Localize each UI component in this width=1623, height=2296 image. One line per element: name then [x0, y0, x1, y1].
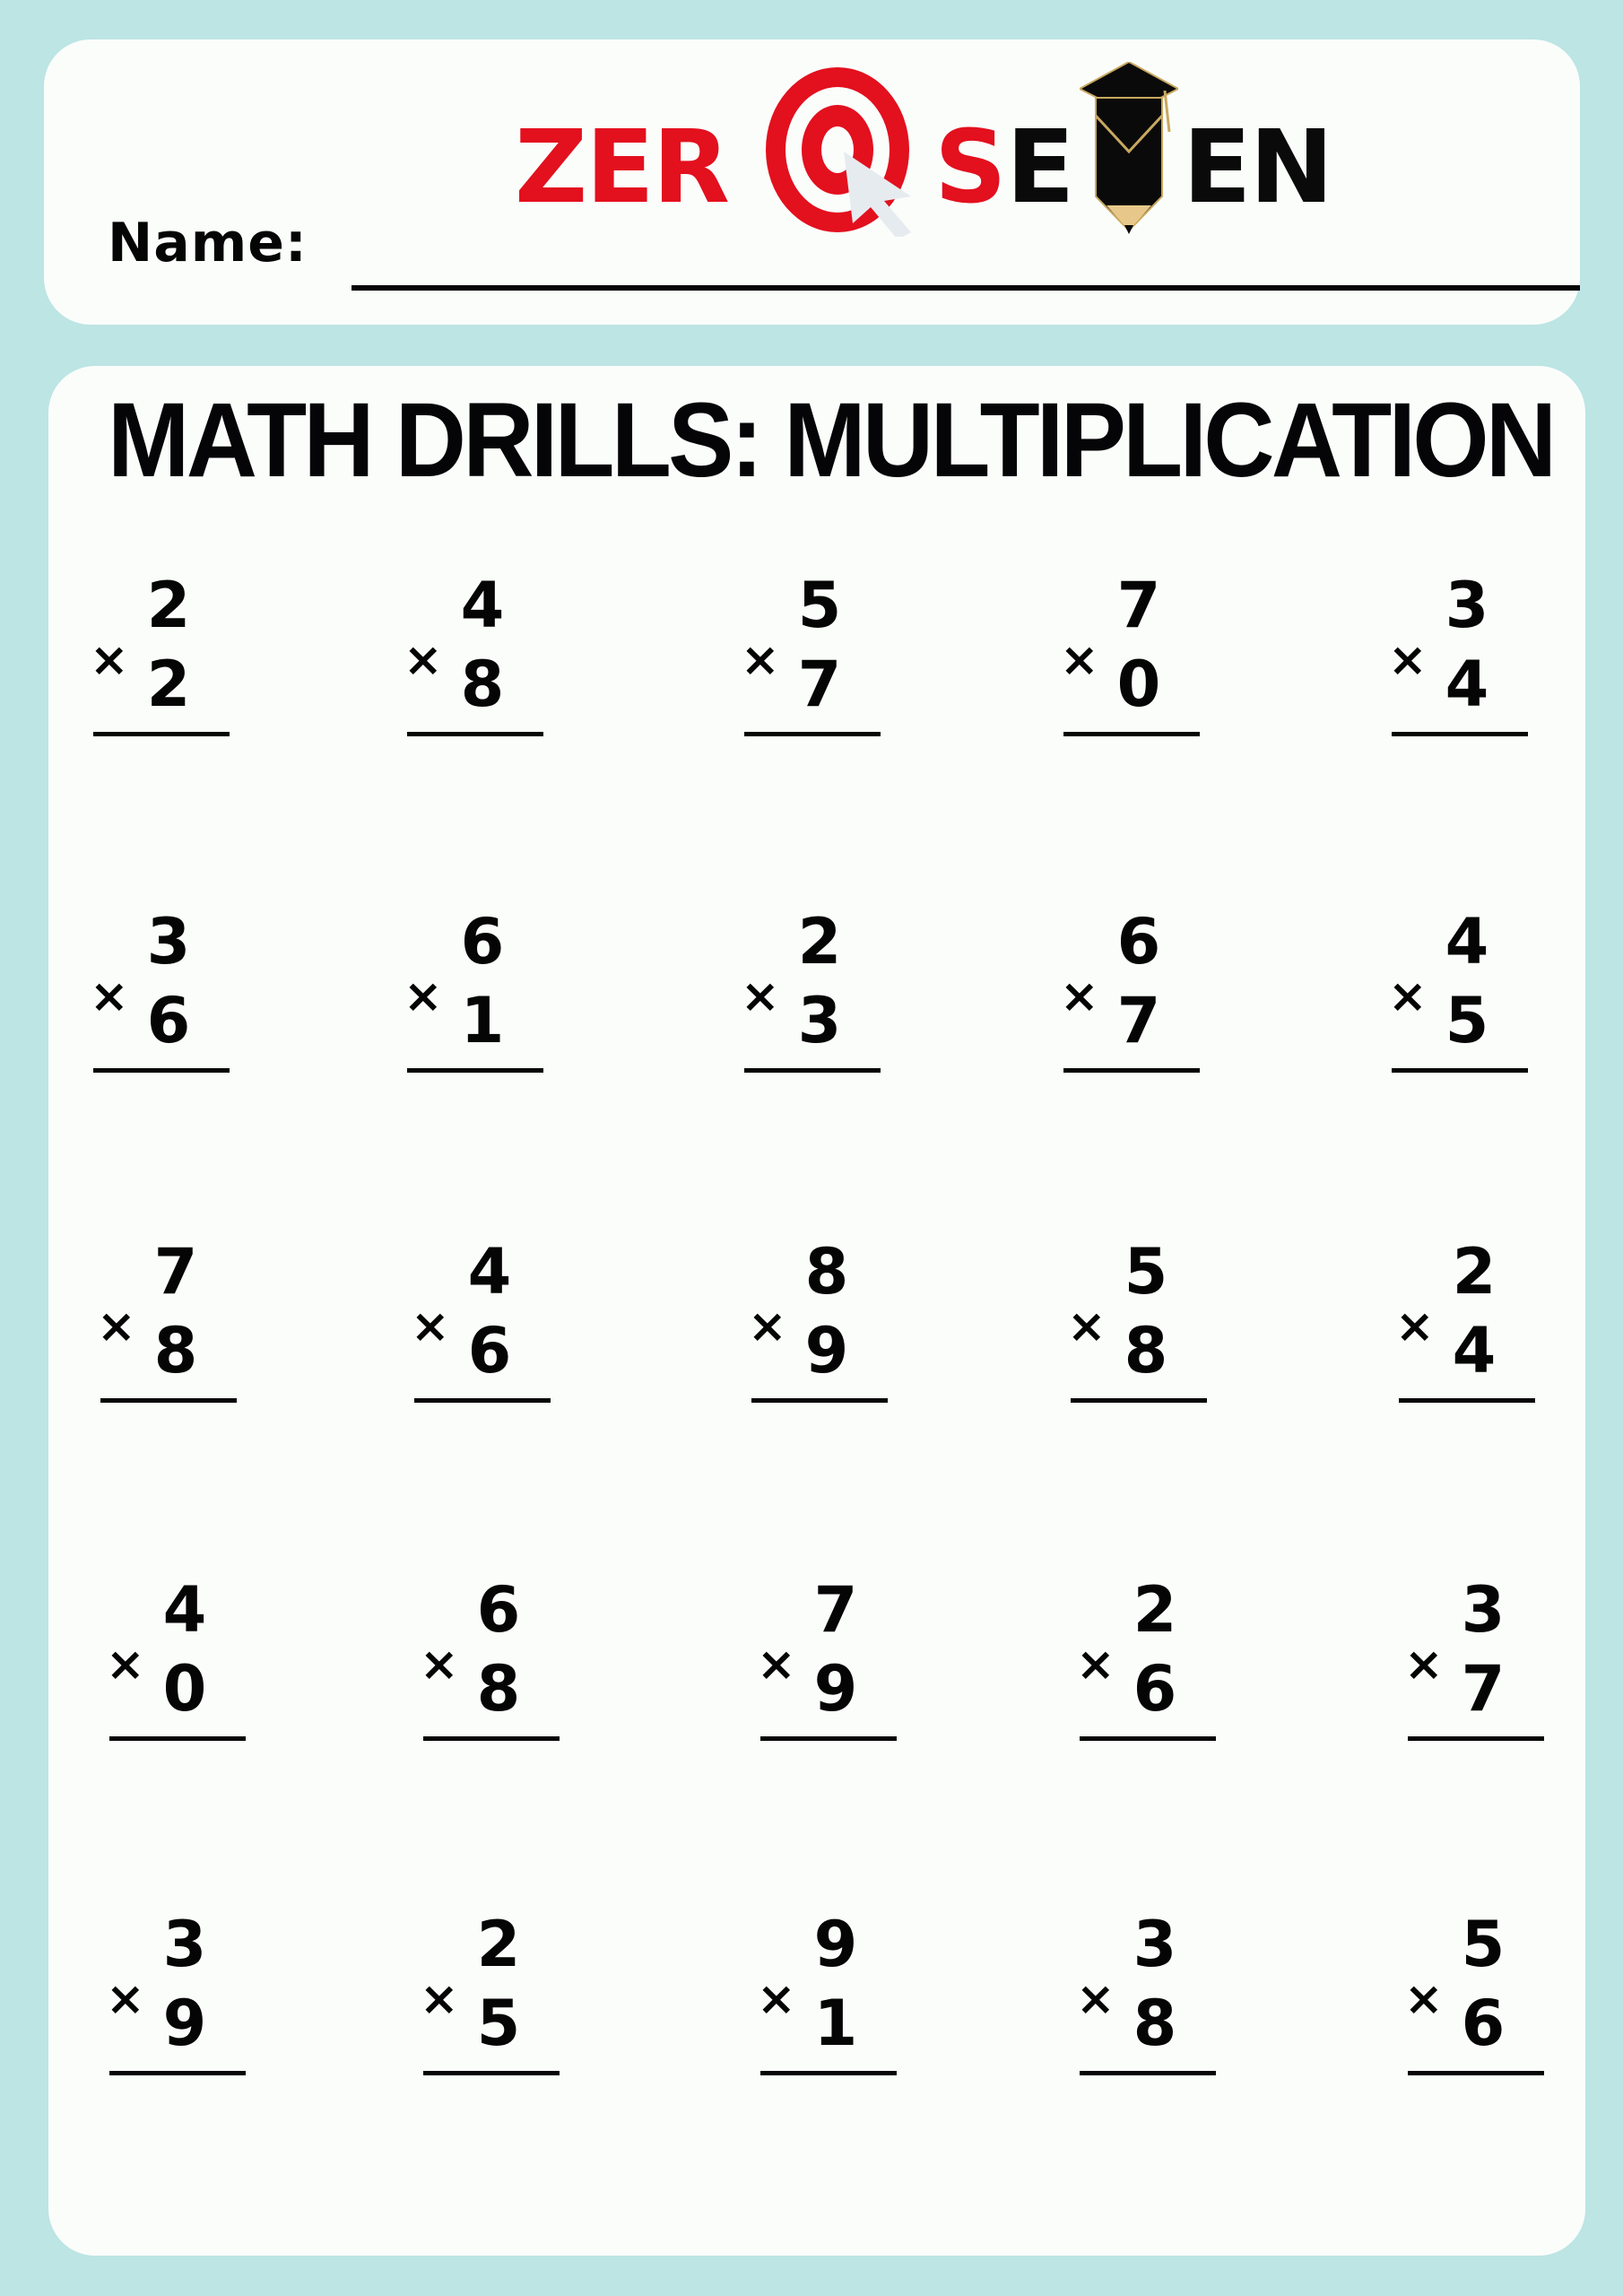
- problem-item: [106, 1908, 267, 2092]
- logo-text-e: E: [1006, 109, 1073, 226]
- multiplicand: 5: [797, 569, 842, 642]
- multiplicand: 4: [467, 1235, 512, 1309]
- multiplier: 0: [1116, 648, 1161, 721]
- multiplier: 1: [460, 984, 505, 1057]
- problem-item: [90, 905, 251, 1090]
- multiplicand: 6: [1116, 905, 1161, 978]
- problem-item: [1076, 1573, 1237, 1758]
- problem-item: [1076, 1908, 1237, 2092]
- multiplicand: 9: [813, 1908, 858, 1981]
- multiplicand: 2: [1452, 1235, 1497, 1309]
- multiplier: 9: [804, 1314, 849, 1387]
- problem-item: [748, 1235, 909, 1420]
- multiplier: 4: [1445, 648, 1489, 721]
- target-with-cursor-icon: [759, 62, 938, 237]
- multiplier: 9: [162, 1987, 207, 2060]
- answer-line[interactable]: [407, 732, 543, 736]
- multiply-operator: ×: [757, 1638, 796, 1692]
- multiplier: 3: [797, 984, 842, 1057]
- multiplier: 6: [1461, 1987, 1506, 2060]
- multiply-operator: ×: [90, 633, 129, 687]
- problem-item: [1067, 1235, 1228, 1420]
- multiplicand: 3: [1133, 1908, 1177, 1981]
- multiplier: 8: [460, 648, 505, 721]
- problem-item: [757, 1573, 918, 1758]
- answer-line[interactable]: [407, 1068, 543, 1073]
- multiplicand: 4: [162, 1573, 207, 1647]
- answer-line[interactable]: [423, 1736, 560, 1741]
- graduation-cap-pencil-icon: [1080, 62, 1178, 237]
- problem-item: [411, 1235, 572, 1420]
- multiplier: 2: [146, 648, 191, 721]
- answer-line[interactable]: [1392, 1068, 1528, 1073]
- problem-item: [741, 569, 902, 753]
- multiplier: 6: [146, 984, 191, 1057]
- answer-line[interactable]: [744, 732, 881, 736]
- multiplicand: 6: [476, 1573, 521, 1647]
- multiply-operator: ×: [106, 1972, 145, 2026]
- problem-item: [1395, 1235, 1557, 1420]
- multiplicand: 2: [1133, 1573, 1177, 1647]
- multiplier: 0: [162, 1652, 207, 1726]
- multiplicand: 3: [1445, 569, 1489, 642]
- multiplier: 5: [476, 1987, 521, 2060]
- multiplier: 8: [476, 1652, 521, 1726]
- multiplicand: 4: [460, 569, 505, 642]
- logo-text-zer: ZER: [515, 109, 728, 226]
- multiply-operator: ×: [1076, 1638, 1115, 1692]
- multiply-operator: ×: [420, 1972, 459, 2026]
- multiply-operator: ×: [97, 1300, 136, 1353]
- multiplicand: 2: [476, 1908, 521, 1981]
- name-label: Name:: [108, 212, 308, 274]
- multiply-operator: ×: [748, 1300, 787, 1353]
- multiplicand: 6: [460, 905, 505, 978]
- answer-line[interactable]: [1408, 1736, 1544, 1741]
- answer-line[interactable]: [1399, 1398, 1535, 1403]
- answer-line[interactable]: [1063, 1068, 1200, 1073]
- answer-line[interactable]: [760, 2071, 897, 2075]
- multiplicand: 8: [804, 1235, 849, 1309]
- header-card: [44, 39, 1580, 325]
- answer-line[interactable]: [1063, 732, 1200, 736]
- answer-line[interactable]: [423, 2071, 560, 2075]
- multiplicand: 3: [1461, 1573, 1506, 1647]
- problem-item: [420, 1573, 581, 1758]
- multiply-operator: ×: [404, 633, 443, 687]
- answer-line[interactable]: [751, 1398, 888, 1403]
- multiply-operator: ×: [741, 970, 780, 1023]
- multiplier: 7: [797, 648, 842, 721]
- answer-line[interactable]: [1408, 2071, 1544, 2075]
- answer-line[interactable]: [109, 1736, 246, 1741]
- problem-item: [757, 1908, 918, 2092]
- multiplier: 7: [1461, 1652, 1506, 1726]
- zeroseven-logo: [515, 62, 1344, 237]
- multiplier: 6: [1133, 1652, 1177, 1726]
- multiplier: 4: [1452, 1314, 1497, 1387]
- problem-item: [1388, 569, 1549, 753]
- problem-item: [1404, 1573, 1566, 1758]
- logo-text-en: EN: [1183, 109, 1332, 226]
- problem-item: [90, 569, 251, 753]
- multiplicand: 2: [797, 905, 842, 978]
- multiply-operator: ×: [420, 1638, 459, 1692]
- answer-line[interactable]: [414, 1398, 551, 1403]
- multiply-operator: ×: [1404, 1638, 1444, 1692]
- multiplicand: 3: [146, 905, 191, 978]
- answer-line[interactable]: [760, 1736, 897, 1741]
- answer-line[interactable]: [93, 1068, 230, 1073]
- multiplier: 9: [813, 1652, 858, 1726]
- answer-line[interactable]: [100, 1398, 237, 1403]
- multiply-operator: ×: [1404, 1972, 1444, 2026]
- multiply-operator: ×: [1060, 970, 1099, 1023]
- multiplicand: 5: [1461, 1908, 1506, 1981]
- multiply-operator: ×: [411, 1300, 450, 1353]
- multiplicand: 2: [146, 569, 191, 642]
- multiplicand: 4: [1445, 905, 1489, 978]
- answer-line[interactable]: [1080, 1736, 1216, 1741]
- multiply-operator: ×: [90, 970, 129, 1023]
- multiplicand: 7: [1116, 569, 1161, 642]
- multiplier: 8: [153, 1314, 198, 1387]
- multiplier: 8: [1124, 1314, 1168, 1387]
- multiply-operator: ×: [106, 1638, 145, 1692]
- multiply-operator: ×: [757, 1972, 796, 2026]
- multiply-operator: ×: [1060, 633, 1099, 687]
- answer-line[interactable]: [1071, 1398, 1207, 1403]
- problem-item: [420, 1908, 581, 2092]
- multiplicand: 7: [813, 1573, 858, 1647]
- multiplier: 1: [813, 1987, 858, 2060]
- answer-line[interactable]: [93, 732, 230, 736]
- logo-text-s: S: [934, 109, 1005, 226]
- multiply-operator: ×: [1395, 1300, 1435, 1353]
- problem-item: [741, 905, 902, 1090]
- multiply-operator: ×: [1067, 1300, 1107, 1353]
- problem-item: [404, 905, 565, 1090]
- problem-item: [1060, 569, 1221, 753]
- multiply-operator: ×: [1388, 633, 1428, 687]
- multiplier: 6: [467, 1314, 512, 1387]
- answer-line[interactable]: [1080, 2071, 1216, 2075]
- name-input-line[interactable]: [352, 285, 1580, 291]
- answer-line[interactable]: [744, 1068, 881, 1073]
- multiplicand: 7: [153, 1235, 198, 1309]
- problem-item: [97, 1235, 258, 1420]
- problem-item: [404, 569, 565, 753]
- multiply-operator: ×: [1388, 970, 1428, 1023]
- multiplicand: 3: [162, 1908, 207, 1981]
- multiply-operator: ×: [1076, 1972, 1115, 2026]
- multiply-operator: ×: [741, 633, 780, 687]
- problem-item: [106, 1573, 267, 1758]
- problem-item: [1060, 905, 1221, 1090]
- multiply-operator: ×: [404, 970, 443, 1023]
- multiplicand: 5: [1124, 1235, 1168, 1309]
- answer-line[interactable]: [109, 2071, 246, 2075]
- multiplier: 5: [1445, 984, 1489, 1057]
- answer-line[interactable]: [1392, 732, 1528, 736]
- problem-item: [1388, 905, 1549, 1090]
- problem-item: [1404, 1908, 1566, 2092]
- multiplier: 7: [1116, 984, 1161, 1057]
- worksheet-title: MATH DRILLS: MULTIPLICATION: [108, 381, 1554, 500]
- multiplier: 8: [1133, 1987, 1177, 2060]
